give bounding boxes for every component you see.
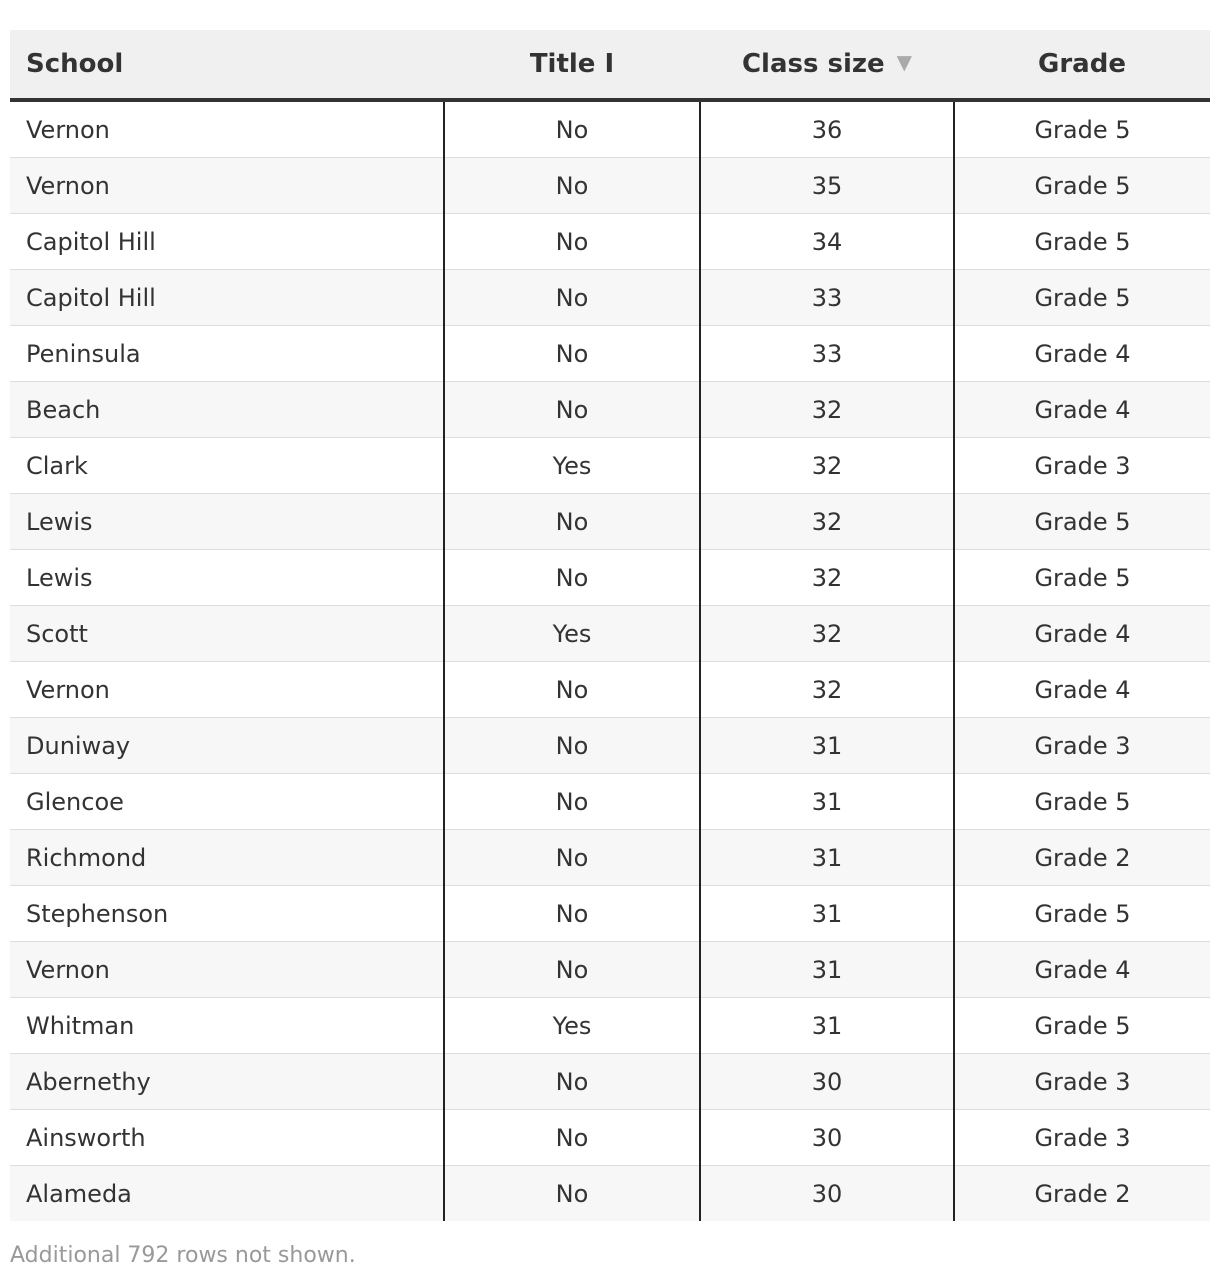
column-header-label: School xyxy=(26,49,124,79)
cell-class-size: 30 xyxy=(700,1110,954,1166)
cell-grade: Grade 5 xyxy=(954,998,1210,1054)
table-row xyxy=(10,774,1210,830)
table-row xyxy=(10,718,1210,774)
cell-class-size: 32 xyxy=(700,662,954,718)
cell-grade: Grade 4 xyxy=(954,606,1210,662)
cell-grade: Grade 5 xyxy=(954,214,1210,270)
table-row xyxy=(10,494,1210,550)
column-header-grade[interactable] xyxy=(954,30,1210,100)
cell-title-i: Yes xyxy=(444,438,700,494)
cell-title-i: No xyxy=(444,1110,700,1166)
cell-grade: Grade 5 xyxy=(954,550,1210,606)
data-table-container xyxy=(10,30,1210,1221)
column-header-label: Grade xyxy=(1038,49,1126,79)
cell-title-i: No xyxy=(444,774,700,830)
cell-class-size: 32 xyxy=(700,606,954,662)
cell-title-i: Yes xyxy=(444,606,700,662)
cell-title-i: No xyxy=(444,1054,700,1110)
cell-grade: Grade 3 xyxy=(954,1110,1210,1166)
cell-class-size: 32 xyxy=(700,382,954,438)
cell-school: Alameda xyxy=(10,1166,444,1222)
cell-grade: Grade 4 xyxy=(954,326,1210,382)
table-row xyxy=(10,382,1210,438)
table-body xyxy=(10,100,1210,1221)
table-row xyxy=(10,606,1210,662)
cell-school: Capitol Hill xyxy=(10,214,444,270)
cell-grade: Grade 2 xyxy=(954,1166,1210,1222)
cell-class-size: 34 xyxy=(700,214,954,270)
table-row xyxy=(10,998,1210,1054)
cell-class-size: 31 xyxy=(700,830,954,886)
cell-title-i: Yes xyxy=(444,998,700,1054)
table-row xyxy=(10,662,1210,718)
table-row xyxy=(10,100,1210,158)
cell-school: Beach xyxy=(10,382,444,438)
cell-school: Vernon xyxy=(10,662,444,718)
cell-school: Ainsworth xyxy=(10,1110,444,1166)
table-row xyxy=(10,270,1210,326)
cell-class-size: 30 xyxy=(700,1166,954,1222)
cell-title-i: No xyxy=(444,942,700,998)
cell-grade: Grade 5 xyxy=(954,270,1210,326)
cell-class-size: 31 xyxy=(700,718,954,774)
cell-grade: Grade 4 xyxy=(954,382,1210,438)
cell-school: Scott xyxy=(10,606,444,662)
table-row xyxy=(10,326,1210,382)
cell-class-size: 31 xyxy=(700,998,954,1054)
header-row xyxy=(10,30,1210,100)
table-row xyxy=(10,214,1210,270)
cell-class-size: 32 xyxy=(700,494,954,550)
cell-school: Abernethy xyxy=(10,1054,444,1110)
cell-title-i: No xyxy=(444,662,700,718)
cell-class-size: 32 xyxy=(700,550,954,606)
cell-title-i: No xyxy=(444,886,700,942)
cell-grade: Grade 5 xyxy=(954,774,1210,830)
cell-school: Duniway xyxy=(10,718,444,774)
cell-title-i: No xyxy=(444,550,700,606)
cell-school: Lewis xyxy=(10,550,444,606)
sort-descending-icon: ▼ xyxy=(896,50,913,74)
table-header xyxy=(10,30,1210,100)
cell-school: Lewis xyxy=(10,494,444,550)
cell-grade: Grade 2 xyxy=(954,830,1210,886)
cell-grade: Grade 3 xyxy=(954,718,1210,774)
cell-school: Vernon xyxy=(10,942,444,998)
cell-class-size: 30 xyxy=(700,1054,954,1110)
cell-title-i: No xyxy=(444,494,700,550)
table-row xyxy=(10,438,1210,494)
cell-school: Richmond xyxy=(10,830,444,886)
cell-school: Stephenson xyxy=(10,886,444,942)
column-header-class-size[interactable] xyxy=(700,30,954,100)
cell-class-size: 31 xyxy=(700,942,954,998)
cell-title-i: No xyxy=(444,830,700,886)
cell-grade: Grade 5 xyxy=(954,494,1210,550)
table-row xyxy=(10,830,1210,886)
cell-title-i: No xyxy=(444,158,700,214)
table-row xyxy=(10,1110,1210,1166)
cell-grade: Grade 4 xyxy=(954,662,1210,718)
rows-not-shown-note: Additional 792 rows not shown. xyxy=(10,1243,356,1268)
cell-title-i: No xyxy=(444,326,700,382)
cell-school: Capitol Hill xyxy=(10,270,444,326)
table-row xyxy=(10,886,1210,942)
table-row xyxy=(10,550,1210,606)
cell-title-i: No xyxy=(444,270,700,326)
cell-school: Vernon xyxy=(10,158,444,214)
cell-grade: Grade 4 xyxy=(954,942,1210,998)
cell-school: Whitman xyxy=(10,998,444,1054)
cell-title-i: No xyxy=(444,214,700,270)
table-row xyxy=(10,1166,1210,1222)
cell-title-i: No xyxy=(444,718,700,774)
cell-grade: Grade 3 xyxy=(954,1054,1210,1110)
cell-class-size: 33 xyxy=(700,270,954,326)
cell-title-i: No xyxy=(444,100,700,158)
cell-grade: Grade 5 xyxy=(954,886,1210,942)
cell-school: Glencoe xyxy=(10,774,444,830)
cell-grade: Grade 5 xyxy=(954,158,1210,214)
cell-title-i: No xyxy=(444,1166,700,1222)
cell-school: Peninsula xyxy=(10,326,444,382)
cell-class-size: 33 xyxy=(700,326,954,382)
cell-school: Vernon xyxy=(10,100,444,158)
cell-school: Clark xyxy=(10,438,444,494)
table-row xyxy=(10,942,1210,998)
cell-grade: Grade 5 xyxy=(954,100,1210,158)
column-header-title-i[interactable] xyxy=(444,30,700,100)
cell-class-size: 32 xyxy=(700,438,954,494)
cell-class-size: 35 xyxy=(700,158,954,214)
table-row xyxy=(10,158,1210,214)
cell-class-size: 31 xyxy=(700,774,954,830)
table-row xyxy=(10,1054,1210,1110)
column-header-label: Class size xyxy=(741,49,885,79)
cell-class-size: 31 xyxy=(700,886,954,942)
cell-class-size: 36 xyxy=(700,100,954,158)
column-header-school[interactable] xyxy=(10,30,444,100)
school-class-size-table xyxy=(10,30,1210,1221)
cell-title-i: No xyxy=(444,382,700,438)
column-header-label: Title I xyxy=(529,49,615,79)
cell-grade: Grade 3 xyxy=(954,438,1210,494)
